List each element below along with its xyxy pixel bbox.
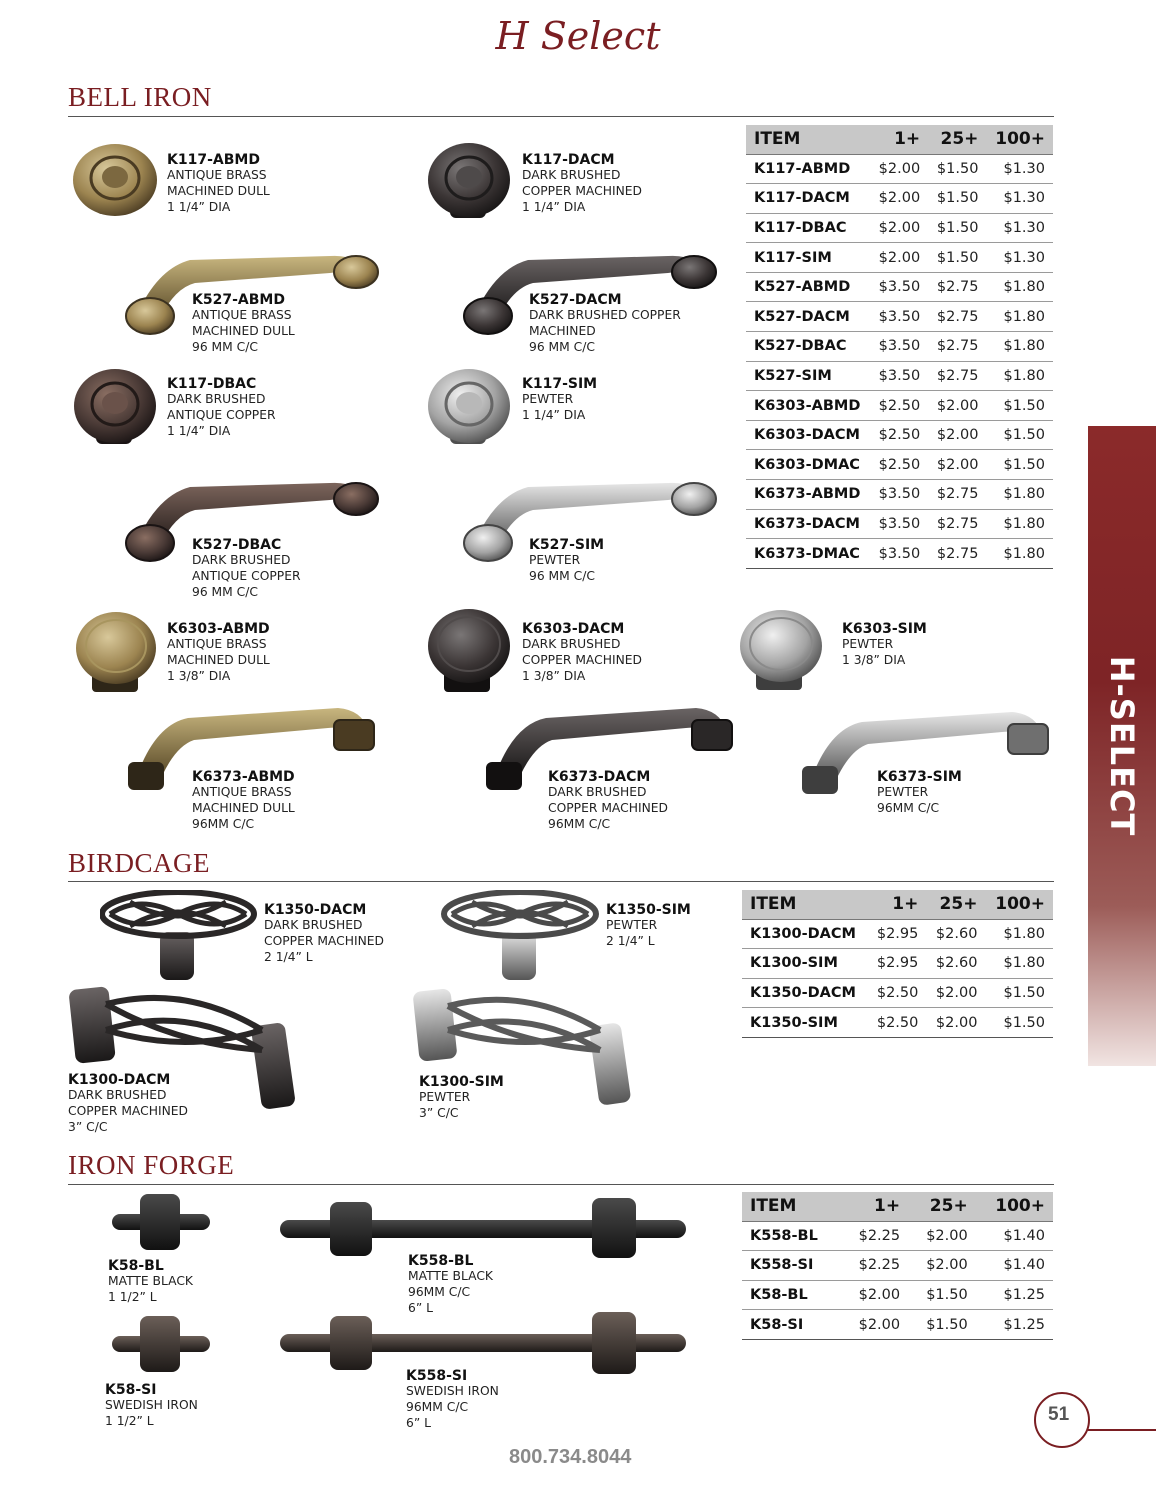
product-k1300-sim bbox=[419, 1074, 504, 1122]
column-header: 100+ bbox=[976, 1192, 1053, 1221]
price-cell: $1.50 bbox=[928, 243, 986, 273]
item-cell: K527-SIM bbox=[746, 361, 870, 391]
product-k58-si bbox=[105, 1382, 198, 1430]
product-finish-line: ANTIQUE BRASS bbox=[192, 308, 292, 322]
item-cell: K527-DACM bbox=[746, 302, 870, 332]
product-code: K1300-SIM bbox=[419, 1074, 504, 1090]
table-row bbox=[742, 949, 1053, 979]
table-row bbox=[746, 272, 1053, 302]
price-cell: $1.40 bbox=[976, 1251, 1053, 1281]
product-finish-line: PEWTER bbox=[606, 918, 658, 932]
product-finish-line: SWEDISH IRON bbox=[105, 1398, 198, 1412]
table-row bbox=[746, 509, 1053, 539]
product-finish-line: PEWTER bbox=[877, 785, 929, 799]
price-cell: $2.00 bbox=[928, 391, 986, 421]
product-code: K6303-ABMD bbox=[167, 621, 270, 637]
column-header: 25+ bbox=[926, 890, 985, 919]
product-finish-line: MACHINED bbox=[529, 323, 596, 338]
section-title-birdcage: BIRDCAGE bbox=[68, 848, 211, 878]
price-cell: $2.75 bbox=[928, 480, 986, 510]
item-cell: K117-SIM bbox=[746, 243, 870, 273]
brand-logo: H Select bbox=[495, 14, 661, 58]
table-row bbox=[742, 1008, 1053, 1038]
price-cell: $1.80 bbox=[985, 919, 1053, 949]
price-cell: $1.50 bbox=[986, 450, 1053, 480]
side-tab-label: H-SELECT bbox=[1103, 655, 1141, 837]
product-k6303-sim bbox=[842, 621, 927, 669]
product-code: K117-DACM bbox=[522, 152, 615, 168]
product-finish-line: MATTE BLACK bbox=[408, 1269, 493, 1283]
column-header: ITEM bbox=[746, 125, 870, 154]
product-finish-line: MACHINED DULL bbox=[192, 800, 295, 815]
table-row bbox=[746, 391, 1053, 421]
price-cell: $1.80 bbox=[986, 332, 1053, 362]
footer-phone: 800.734.8044 bbox=[509, 1446, 632, 1468]
product-code: K117-SIM bbox=[522, 376, 598, 392]
item-cell: K58-BL bbox=[742, 1280, 841, 1310]
column-header: 25+ bbox=[928, 125, 986, 154]
price-cell: $1.50 bbox=[928, 184, 986, 214]
product-k558-si bbox=[406, 1368, 499, 1431]
product-k117-dacm bbox=[522, 152, 642, 215]
page-number: 51 bbox=[1048, 1404, 1070, 1425]
price-cell: $1.80 bbox=[985, 949, 1053, 979]
price-cell: $2.00 bbox=[928, 450, 986, 480]
product-finish-line: PEWTER bbox=[529, 553, 581, 567]
table-row bbox=[746, 420, 1053, 450]
product-finish-line: SWEDISH IRON bbox=[406, 1384, 499, 1398]
table-header-row bbox=[742, 890, 1053, 919]
product-size: 96MM C/C bbox=[877, 800, 940, 815]
knob-k6303-sim-image bbox=[736, 606, 826, 694]
table-row bbox=[742, 1221, 1053, 1251]
column-header: 1+ bbox=[867, 890, 926, 919]
table-row bbox=[742, 1280, 1053, 1310]
product-finish-line: ANTIQUE BRASS bbox=[167, 168, 267, 182]
price-cell: $1.50 bbox=[908, 1310, 976, 1340]
item-cell: K117-DBAC bbox=[746, 213, 870, 243]
product-finish-line: ANTIQUE COPPER bbox=[192, 568, 301, 583]
page-number-rule bbox=[1088, 1429, 1156, 1431]
column-header: 100+ bbox=[985, 890, 1053, 919]
product-k527-abmd bbox=[192, 292, 295, 355]
price-cell: $1.40 bbox=[976, 1221, 1053, 1251]
price-cell: $2.25 bbox=[841, 1221, 909, 1251]
product-code: K6373-DACM bbox=[548, 769, 651, 785]
product-k58-bl bbox=[108, 1258, 193, 1306]
price-cell: $1.50 bbox=[985, 978, 1053, 1008]
price-cell: $1.50 bbox=[986, 391, 1053, 421]
table-row bbox=[746, 302, 1053, 332]
product-k117-sim bbox=[522, 376, 597, 424]
product-size: 1 1/2” L bbox=[108, 1289, 157, 1304]
section-rule bbox=[68, 1184, 1054, 1185]
product-size: 1 1/4” DIA bbox=[167, 199, 231, 214]
product-code: K6303-DACM bbox=[522, 621, 625, 637]
item-cell: K1300-SIM bbox=[742, 949, 867, 979]
product-code: K1350-DACM bbox=[264, 902, 367, 918]
table-row bbox=[742, 978, 1053, 1008]
price-cell: $2.00 bbox=[908, 1251, 976, 1281]
table-row bbox=[746, 213, 1053, 243]
price-cell: $1.30 bbox=[986, 154, 1053, 184]
price-cell: $1.30 bbox=[986, 213, 1053, 243]
price-cell: $3.50 bbox=[870, 302, 928, 332]
price-cell: $3.50 bbox=[870, 509, 928, 539]
table-row bbox=[746, 184, 1053, 214]
section-rule bbox=[68, 881, 1054, 882]
price-cell: $3.50 bbox=[870, 480, 928, 510]
price-cell: $2.50 bbox=[867, 1008, 926, 1038]
product-size: 96 MM C/C bbox=[529, 339, 595, 354]
price-cell: $2.60 bbox=[926, 919, 985, 949]
product-size: 96MM C/C bbox=[192, 816, 255, 831]
item-cell: K117-DACM bbox=[746, 184, 870, 214]
product-code: K558-SI bbox=[406, 1368, 468, 1384]
price-cell: $2.75 bbox=[928, 361, 986, 391]
product-size: 1 3/8” DIA bbox=[842, 652, 906, 667]
price-cell: $1.80 bbox=[986, 361, 1053, 391]
item-cell: K558-BL bbox=[742, 1221, 841, 1251]
product-k1350-sim bbox=[606, 902, 691, 950]
price-cell: $2.60 bbox=[926, 949, 985, 979]
product-finish-line: PEWTER bbox=[419, 1090, 471, 1104]
price-cell: $2.50 bbox=[867, 978, 926, 1008]
product-size: 1 1/2” L bbox=[105, 1413, 154, 1428]
item-cell: K6373-DACM bbox=[746, 509, 870, 539]
knob-k117-sim-image bbox=[424, 366, 514, 450]
item-cell: K6373-DMAC bbox=[746, 539, 870, 569]
column-header: 1+ bbox=[841, 1192, 909, 1221]
product-finish-line: MACHINED DULL bbox=[192, 323, 295, 338]
knob-k117-abmd-image bbox=[70, 142, 160, 222]
product-finish-line: DARK BRUSHED bbox=[192, 553, 291, 567]
table-row bbox=[746, 539, 1053, 569]
column-header: 100+ bbox=[986, 125, 1053, 154]
product-finish-line: DARK BRUSHED bbox=[167, 392, 266, 406]
product-code: K527-DACM bbox=[529, 292, 622, 308]
price-cell: $2.00 bbox=[841, 1310, 909, 1340]
product-k6373-abmd bbox=[192, 769, 295, 832]
item-cell: K527-DBAC bbox=[746, 332, 870, 362]
table-row bbox=[742, 919, 1053, 949]
price-cell: $2.00 bbox=[870, 184, 928, 214]
product-size: 1 1/4” DIA bbox=[167, 423, 231, 438]
product-size: 96MM C/C bbox=[408, 1284, 471, 1299]
product-k527-dacm bbox=[529, 292, 681, 355]
product-size: 96MM C/C bbox=[406, 1399, 469, 1414]
product-finish-line: DARK BRUSHED bbox=[548, 785, 647, 799]
product-code: K527-DBAC bbox=[192, 537, 282, 553]
price-cell: $2.00 bbox=[870, 213, 928, 243]
product-code: K58-SI bbox=[105, 1382, 157, 1398]
price-table-birdcage bbox=[742, 890, 1053, 1038]
product-finish-line: MATTE BLACK bbox=[108, 1274, 193, 1288]
product-code: K1300-DACM bbox=[68, 1072, 171, 1088]
product-size: 96 MM C/C bbox=[192, 339, 258, 354]
product-finish-line: DARK BRUSHED bbox=[68, 1088, 167, 1102]
product-size: 96MM C/C bbox=[548, 816, 611, 831]
product-k527-sim bbox=[529, 537, 604, 585]
knob-k1350-dacm-image bbox=[100, 890, 260, 986]
product-size: 1 1/4” DIA bbox=[522, 199, 586, 214]
table-row bbox=[746, 480, 1053, 510]
table-header-row bbox=[746, 125, 1053, 154]
price-cell: $1.50 bbox=[986, 420, 1053, 450]
table-row bbox=[746, 243, 1053, 273]
product-finish-line: MACHINED DULL bbox=[167, 183, 270, 198]
price-cell: $2.95 bbox=[867, 949, 926, 979]
section-title-bell-iron: BELL IRON bbox=[68, 82, 212, 112]
price-cell: $1.30 bbox=[986, 243, 1053, 273]
price-table-bell-iron bbox=[746, 125, 1053, 569]
product-code: K117-DBAC bbox=[167, 376, 257, 392]
table-row bbox=[746, 450, 1053, 480]
product-finish-line: ANTIQUE COPPER bbox=[167, 407, 276, 422]
price-cell: $2.00 bbox=[870, 154, 928, 184]
product-size: 6” L bbox=[408, 1300, 433, 1315]
price-cell: $1.30 bbox=[986, 184, 1053, 214]
table-row bbox=[742, 1251, 1053, 1281]
price-cell: $2.75 bbox=[928, 539, 986, 569]
knob-k1350-sim-image bbox=[440, 890, 600, 986]
price-cell: $2.00 bbox=[908, 1221, 976, 1251]
product-size: 3” C/C bbox=[68, 1119, 108, 1134]
product-code: K558-BL bbox=[408, 1253, 474, 1269]
price-cell: $1.50 bbox=[928, 213, 986, 243]
product-k1350-dacm bbox=[264, 902, 384, 965]
price-cell: $1.80 bbox=[986, 480, 1053, 510]
product-finish-line: DARK BRUSHED bbox=[264, 918, 363, 932]
knob-k117-dbac-image bbox=[70, 366, 160, 450]
price-cell: $2.75 bbox=[928, 302, 986, 332]
price-cell: $2.00 bbox=[926, 1008, 985, 1038]
product-finish-line: DARK BRUSHED bbox=[522, 168, 621, 182]
price-cell: $3.50 bbox=[870, 332, 928, 362]
price-cell: $2.00 bbox=[870, 243, 928, 273]
product-finish-line: COPPER MACHINED bbox=[548, 800, 669, 815]
product-code: K58-BL bbox=[108, 1258, 164, 1274]
table-row bbox=[746, 154, 1053, 184]
price-cell: $2.50 bbox=[870, 391, 928, 421]
product-k6373-sim bbox=[877, 769, 962, 817]
side-tab bbox=[1088, 426, 1156, 1066]
item-cell: K6373-ABMD bbox=[746, 480, 870, 510]
product-size: 2 1/4” L bbox=[606, 933, 655, 948]
column-header: ITEM bbox=[742, 1192, 841, 1221]
price-cell: $3.50 bbox=[870, 272, 928, 302]
item-cell: K6303-DACM bbox=[746, 420, 870, 450]
price-cell: $1.80 bbox=[986, 509, 1053, 539]
product-size: 3” C/C bbox=[419, 1105, 459, 1120]
price-cell: $1.25 bbox=[976, 1310, 1053, 1340]
price-cell: $2.50 bbox=[870, 450, 928, 480]
product-code: K527-SIM bbox=[529, 537, 605, 553]
product-finish-line: MACHINED DULL bbox=[167, 652, 270, 667]
product-finish-line: COPPER MACHINED bbox=[522, 652, 643, 667]
product-code: K6303-SIM bbox=[842, 621, 927, 637]
item-cell: K558-SI bbox=[742, 1251, 841, 1281]
item-cell: K6303-DMAC bbox=[746, 450, 870, 480]
knob-k58-si-image bbox=[108, 1312, 214, 1378]
product-size: 1 3/8” DIA bbox=[167, 668, 231, 683]
price-cell: $3.50 bbox=[870, 539, 928, 569]
product-finish-line: PEWTER bbox=[522, 392, 574, 406]
item-cell: K6303-ABMD bbox=[746, 391, 870, 421]
column-header: 25+ bbox=[908, 1192, 976, 1221]
table-row bbox=[742, 1310, 1053, 1340]
price-cell: $2.95 bbox=[867, 919, 926, 949]
product-size: 1 1/4” DIA bbox=[522, 407, 586, 422]
knob-k58-bl-image bbox=[108, 1190, 214, 1256]
section-title-iron-forge: IRON FORGE bbox=[68, 1150, 235, 1180]
table-row bbox=[746, 361, 1053, 391]
price-cell: $1.80 bbox=[986, 302, 1053, 332]
column-header: 1+ bbox=[870, 125, 928, 154]
product-finish-line: DARK BRUSHED bbox=[522, 637, 621, 651]
column-header: ITEM bbox=[742, 890, 867, 919]
product-size: 2 1/4” L bbox=[264, 949, 313, 964]
price-cell: $1.25 bbox=[976, 1280, 1053, 1310]
price-cell: $2.25 bbox=[841, 1251, 909, 1281]
product-k117-abmd bbox=[167, 152, 270, 215]
page-number-badge bbox=[1030, 1392, 1156, 1452]
price-cell: $1.50 bbox=[985, 1008, 1053, 1038]
product-k527-dbac bbox=[192, 537, 301, 600]
product-k6373-dacm bbox=[548, 769, 668, 832]
product-finish-line: COPPER MACHINED bbox=[522, 183, 643, 198]
item-cell: K1350-SIM bbox=[742, 1008, 867, 1038]
section-rule bbox=[68, 116, 1054, 117]
price-cell: $1.50 bbox=[908, 1280, 976, 1310]
product-finish-line: DARK BRUSHED COPPER bbox=[529, 308, 681, 322]
product-size: 6” L bbox=[406, 1415, 431, 1430]
knob-k6303-dacm-image bbox=[424, 606, 514, 696]
price-cell: $1.80 bbox=[986, 272, 1053, 302]
product-k1300-dacm bbox=[68, 1072, 188, 1135]
price-cell: $2.50 bbox=[870, 420, 928, 450]
item-cell: K1300-DACM bbox=[742, 919, 867, 949]
product-finish-line: ANTIQUE BRASS bbox=[192, 785, 292, 799]
item-cell: K117-ABMD bbox=[746, 154, 870, 184]
price-cell: $1.50 bbox=[928, 154, 986, 184]
product-code: K6373-SIM bbox=[877, 769, 962, 785]
table-header-row bbox=[742, 1192, 1053, 1221]
product-finish-line: PEWTER bbox=[842, 637, 894, 651]
product-finish-line: ANTIQUE BRASS bbox=[167, 637, 267, 651]
product-finish-line: COPPER MACHINED bbox=[68, 1103, 189, 1118]
product-k117-dbac bbox=[167, 376, 276, 439]
knob-k117-dacm-image bbox=[424, 140, 514, 224]
price-cell: $2.00 bbox=[928, 420, 986, 450]
item-cell: K527-ABMD bbox=[746, 272, 870, 302]
product-code: K117-ABMD bbox=[167, 152, 260, 168]
price-table-iron-forge bbox=[742, 1192, 1053, 1340]
price-cell: $2.75 bbox=[928, 509, 986, 539]
product-size: 96 MM C/C bbox=[192, 584, 258, 599]
price-cell: $2.00 bbox=[926, 978, 985, 1008]
price-cell: $1.80 bbox=[986, 539, 1053, 569]
product-code: K6373-ABMD bbox=[192, 769, 295, 785]
item-cell: K58-SI bbox=[742, 1310, 841, 1340]
product-code: K527-ABMD bbox=[192, 292, 285, 308]
product-code: K1350-SIM bbox=[606, 902, 691, 918]
product-size: 1 3/8” DIA bbox=[522, 668, 586, 683]
product-k6303-dacm bbox=[522, 621, 642, 684]
product-k558-bl bbox=[408, 1253, 493, 1316]
product-finish-line: COPPER MACHINED bbox=[264, 933, 385, 948]
item-cell: K1350-DACM bbox=[742, 978, 867, 1008]
table-row bbox=[746, 332, 1053, 362]
price-cell: $2.75 bbox=[928, 332, 986, 362]
product-k6303-abmd bbox=[167, 621, 270, 684]
price-cell: $2.75 bbox=[928, 272, 986, 302]
product-size: 96 MM C/C bbox=[529, 568, 595, 583]
price-cell: $3.50 bbox=[870, 361, 928, 391]
price-cell: $2.00 bbox=[841, 1280, 909, 1310]
knob-k6303-abmd-image bbox=[72, 610, 160, 696]
